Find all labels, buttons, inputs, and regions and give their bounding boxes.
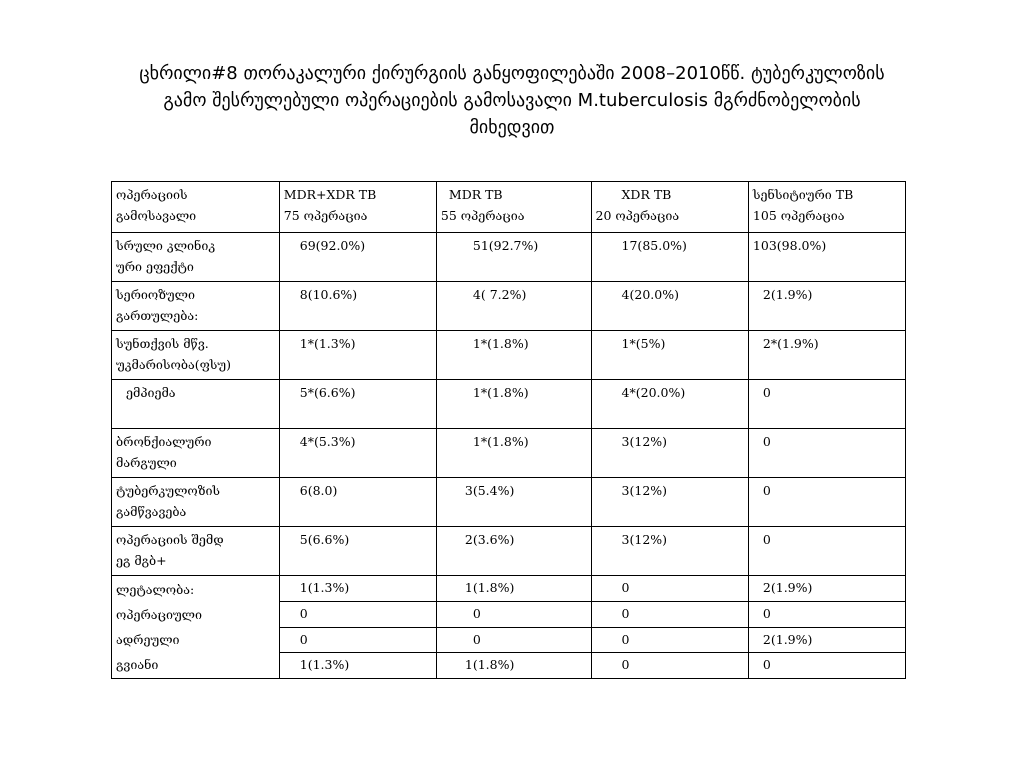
cell-value: 0 <box>591 576 748 602</box>
cell-value: 17(85.0%) <box>591 233 748 282</box>
cell-value: 5(6.6%) <box>279 527 436 576</box>
cell-value: 1*(1.8%) <box>436 331 591 380</box>
cell-value: 3(12%) <box>591 478 748 527</box>
header-row <box>112 182 906 233</box>
table-row <box>112 331 906 380</box>
cell-value: 8(10.6%) <box>279 282 436 331</box>
row-label: ტუბერკულოზის გამწვავება <box>112 478 280 527</box>
table-row <box>112 527 906 576</box>
cell-value: 1(1.8%) <box>436 576 591 602</box>
cell-value: 1*(1.8%) <box>436 429 591 478</box>
cell-value: 2(3.6%) <box>436 527 591 576</box>
cell-value: 2(1.9%) <box>748 576 905 602</box>
header-xdr: XDR TB 20 ოპერაცია <box>591 182 748 233</box>
row-label: სერიოზული გართულება: <box>112 282 280 331</box>
cell-value: 4*(5.3%) <box>279 429 436 478</box>
row-label: ოპერაციის შემდ ეგ მგბ+ <box>112 527 280 576</box>
cell-value: 0 <box>591 601 748 627</box>
header-mdr-xdr: MDR+XDR TB 75 ოპერაცია <box>279 182 436 233</box>
header-sensitive: სენსიტიური TB 105 ოპერაცია <box>748 182 905 233</box>
results-table <box>111 181 906 679</box>
title-line-2: გამო შესრულებული ოპერაციების გამოსავალი M.tuberculosis მგრძნობელობის <box>163 90 861 111</box>
table-row <box>112 380 906 429</box>
cell-value: 1(1.3%) <box>279 576 436 602</box>
table-row <box>112 282 906 331</box>
page-title <box>40 60 984 141</box>
cell-value: 0 <box>591 627 748 653</box>
lethality-label: ლეტალობა: ოპერაციული ადრეული გვიანი <box>112 576 280 679</box>
cell-value: 0 <box>748 429 905 478</box>
cell-value: 0 <box>748 601 905 627</box>
title-line-1: ცხრილი#8 თორაკალური ქირურგიის განყოფილებაში 2008–2010წწ. ტუბერკულოზის <box>139 63 885 84</box>
row-label: სუნთქვის მწვ. უკმარისობა(ფსუ) <box>112 331 280 380</box>
cell-value: 1*(1.3%) <box>279 331 436 380</box>
cell-value: 0 <box>279 627 436 653</box>
cell-value: 103(98.0%) <box>748 233 905 282</box>
cell-value: 1*(5%) <box>591 331 748 380</box>
cell-value: 4( 7.2%) <box>436 282 591 331</box>
cell-value: 4*(20.0%) <box>591 380 748 429</box>
cell-value: 6(8.0) <box>279 478 436 527</box>
cell-value: 2(1.9%) <box>748 282 905 331</box>
cell-value: 2(1.9%) <box>748 627 905 653</box>
row-label: ბრონქიალური მარგული <box>112 429 280 478</box>
row-label: სრული კლინიკ ური ეფექტი <box>112 233 280 282</box>
cell-value: 0 <box>436 601 591 627</box>
cell-value: 0 <box>279 601 436 627</box>
table-row <box>112 576 906 602</box>
table-row <box>112 233 906 282</box>
cell-value: 51(92.7%) <box>436 233 591 282</box>
cell-value: 1*(1.8%) <box>436 380 591 429</box>
table-row <box>112 478 906 527</box>
cell-value: 2*(1.9%) <box>748 331 905 380</box>
header-mdr: MDR TB 55 ოპერაცია <box>436 182 591 233</box>
cell-value: 0 <box>748 380 905 429</box>
table-row <box>112 429 906 478</box>
cell-value: 4(20.0%) <box>591 282 748 331</box>
cell-value: 3(5.4%) <box>436 478 591 527</box>
cell-value: 1(1.3%) <box>279 653 436 679</box>
header-outcome: ოპერაციის გამოსავალი <box>112 182 280 233</box>
cell-value: 3(12%) <box>591 429 748 478</box>
title-line-3: მიხედვით <box>469 117 555 138</box>
cell-value: 5*(6.6%) <box>279 380 436 429</box>
cell-value: 3(12%) <box>591 527 748 576</box>
cell-value: 0 <box>436 627 591 653</box>
cell-value: 69(92.0%) <box>279 233 436 282</box>
cell-value: 0 <box>748 653 905 679</box>
cell-value: 0 <box>748 527 905 576</box>
cell-value: 0 <box>591 653 748 679</box>
cell-value: 0 <box>748 478 905 527</box>
cell-value: 1(1.8%) <box>436 653 591 679</box>
row-label: ემპიემა <box>112 380 280 429</box>
